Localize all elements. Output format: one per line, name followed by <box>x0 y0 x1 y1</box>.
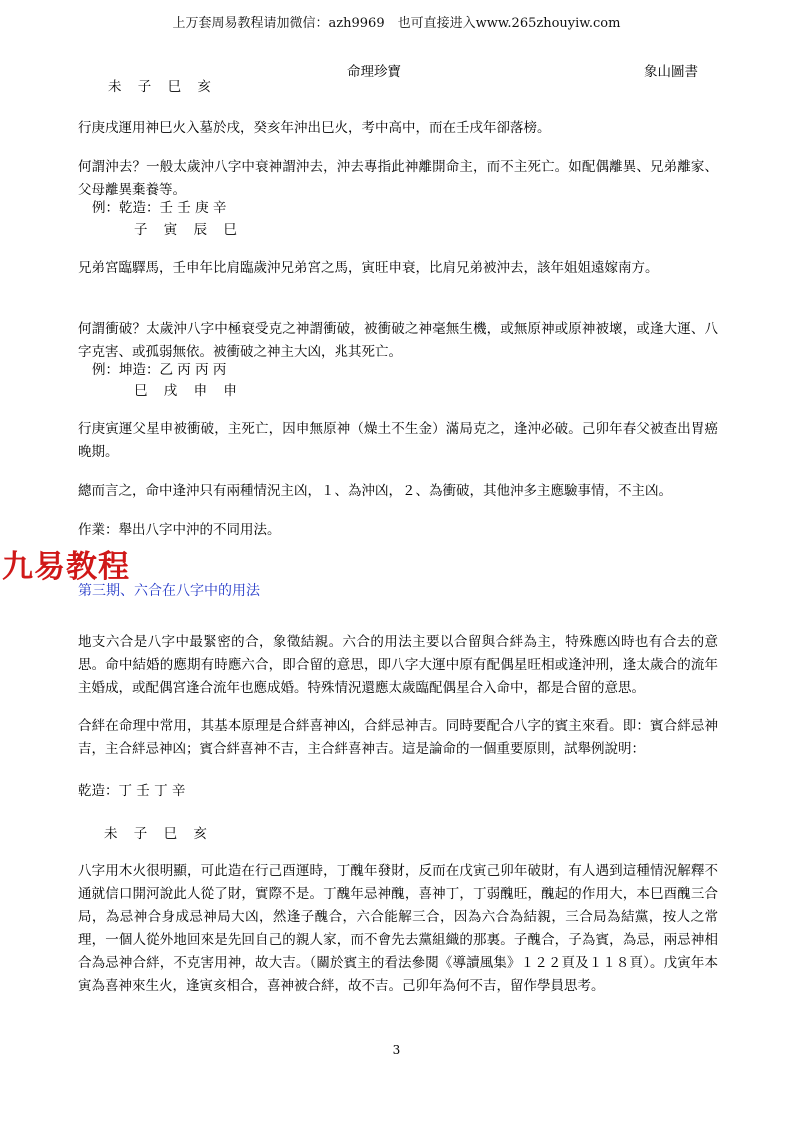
watermark-logo: 九易教程 <box>2 549 130 585</box>
example-2-branches: 巳 戌 申 申 <box>134 383 243 399</box>
page-number: 3 <box>392 1043 401 1057</box>
paragraph-9: 八字用木火很明顯，可此造在行己酉運時，丁醜年發財，反而在戊寅己卯年破財，有人遇到這種情況解釋不通就信口開河說此人從了財，實際不是。丁醜年忌神醜，喜神丁，丁弱醜旺，醜起的作用大，本巳酉醜三合局，為忌神合身成忌神局大凶，然逢子醜合，六合能解三合，因為六合為結親，三合局為結黨，按人之常理，一個人從外地回來是先回自己的親人家，而不會先去黨組織的那裏。子醜合，子為賓，為忌，兩忌神相合為忌神合絆，不克害用神，故大吉。（關於賓主的看法參閱《導讀風集》１２２頁及１１８頁）。戊寅年本寅為喜神來生火，逢寅亥相合，喜神被合絆，故不吉。己卯年為何不吉，留作學員思考。 <box>78 863 718 994</box>
example-3-branches: 未 子 巳 亥 <box>104 826 213 842</box>
paragraph-8: 合絆在命理中常用，其基本原理是合絆喜神凶，合絆忌神吉。同時要配合八字的賓主來看。即：賓合絆忌神吉，主合絆忌神凶；賓合絆喜神不吉，主合絆喜神吉。這是論命的一個重要原則，試舉例說明： <box>78 718 718 757</box>
header-title: 命理珍寶 <box>347 64 401 80</box>
section-title: 第三期、六合在八字中的用法 <box>78 583 260 599</box>
paragraph-7: 地支六合是八字中最緊密的合，象徵結親。六合的用法主要以合留與合絆為主，特殊應凶時也有合去的意思。命中結婚的應期有時應六合，即合留的意思，即八字大運中原有配偶星旺相或逢沖刑，逢太歲合的流年主婚成，或配偶宮逢合流年也應成婚。特殊情況還應太歲臨配偶星合入命中，都是合留的意思。 <box>78 634 718 696</box>
paragraph-6: 總而言之，命中逢沖只有兩種情況主凶，１、為沖凶，２、為衝破，其他沖多主應驗事情，不主凶。 <box>78 483 672 499</box>
paragraph-4: 何謂衝破？太歲沖八字中極衰受克之神謂衝破，被衝破之神毫無生機，或無原神或原神被壞，或逢大運、八字克害、或孤弱無依。被衝破之神主大凶，兆其死亡。 <box>78 321 718 360</box>
header-publisher: 象山圖書 <box>644 64 698 80</box>
homework: 作業：舉出八字中沖的不同用法。 <box>78 522 281 538</box>
top-banner: 上万套周易教程请加微信：azh9969 也可直接进入www.265zhouyiw.com <box>172 16 621 31</box>
paragraph-5: 行庚寅運父星申被衝破，主死亡，因申無原神（燥土不生金）滿局克之，逢沖必破。己卯年春父被查出胃癌晚期。 <box>78 421 718 460</box>
example-1-stems: 例：乾造：壬 壬 庚 辛 <box>92 200 227 216</box>
example-3-stems: 乾造：丁 壬 丁 辛 <box>78 783 186 799</box>
paragraph-2: 何謂沖去？一般太歲沖八字中衰神謂沖去，沖去專指此神離開命主，而不主死亡。如配偶離異、兄弟離家、父母離異棄養等。 <box>78 159 718 198</box>
example-1-branches: 子 寅 辰 巳 <box>134 222 243 238</box>
top-branches: 未 子 巳 亥 <box>108 79 217 95</box>
example-2-stems: 例：坤造：乙 丙 丙 丙 <box>92 362 227 378</box>
paragraph-3: 兄弟宮臨驛馬，壬申年比肩臨歲沖兄弟宮之馬，寅旺申衰，比肩兄弟被沖去，該年姐姐遠嫁南方。 <box>78 260 659 276</box>
paragraph-1: 行庚戌運用神巳火入墓於戌，癸亥年沖出巳火，考中高中，而在壬戌年卻落榜。 <box>78 120 551 136</box>
